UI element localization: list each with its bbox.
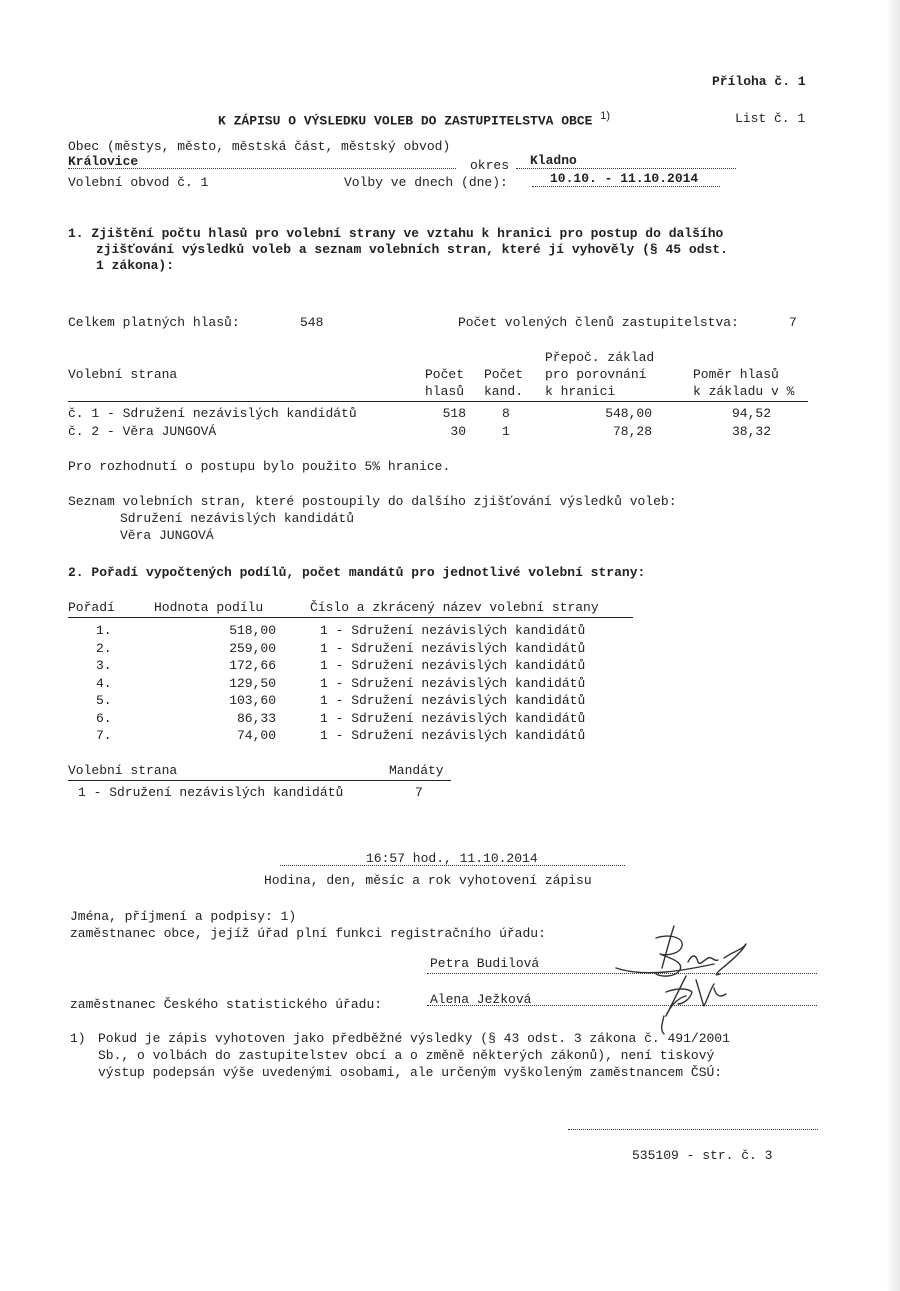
- col-votes-header-l1: Počet: [425, 367, 465, 382]
- footnote-ref: 1): [70, 1031, 86, 1046]
- row-order: 1.: [96, 623, 112, 638]
- title-footnote-ref: 1): [600, 110, 611, 122]
- row-value: 103,60: [229, 693, 276, 708]
- municipality-type-label: Obec (městys, město, městská část, městský obvod): [68, 139, 451, 154]
- col-base-header-l0: Přepoč. základ: [545, 350, 655, 365]
- signature-mark: [596, 918, 776, 1038]
- advanced-party-item: Věra JUNGOVÁ: [120, 528, 214, 543]
- footnote-line1: Pokud je zápis vyhotoven jako předběžné výsledky (§ 43 odst. 3 zákona č. 491/2001: [98, 1031, 730, 1046]
- signature-stroke: [688, 956, 718, 963]
- row-base: 548,00: [605, 406, 652, 421]
- table2-header-rule: [68, 617, 633, 618]
- row-value: 259,00: [229, 641, 276, 656]
- row-ratio: 94,52: [731, 406, 771, 421]
- row-party: 1 - Sdružení nezávislých kandidátů: [320, 676, 586, 691]
- signature-stroke: [616, 964, 714, 973]
- footnote-line2: Sb., o volbách do zastupitelstev obcí a o změně některých zákonů), není tiskový: [98, 1048, 715, 1063]
- row-votes: 518: [442, 406, 466, 421]
- row-value: 74,00: [236, 728, 276, 743]
- row-party: 1 - Sdružení nezávislých kandidátů: [320, 623, 586, 638]
- ward-label-text: Volební obvod č.: [68, 175, 193, 190]
- row-party: 1 - Sdružení nezávislých kandidátů: [320, 711, 586, 726]
- mandates-header-rule: [68, 780, 451, 781]
- section2-heading: 2. Pořadí vypočtených podílů, počet mandátů pro jednotlivé volební strany:: [68, 565, 646, 580]
- row-order: 3.: [96, 658, 112, 673]
- names-label: Jména, příjmení a podpisy: 1): [70, 909, 297, 924]
- col-cand-header-l1: Počet: [484, 367, 524, 382]
- signature-stroke: [662, 926, 674, 968]
- col-votes-header-l2: hlasů: [425, 384, 465, 399]
- municipal-employee-label: zaměstnanec obce, jejíž úřad plní funkci registračního úřadu:: [70, 926, 546, 941]
- ward-label: [68, 175, 208, 190]
- col-party-header: Volební strana: [68, 367, 178, 382]
- row-value: 518,00: [229, 623, 276, 638]
- valid-votes-label: Celkem platných hlasů:: [68, 315, 240, 330]
- ward-number: 1: [200, 175, 209, 190]
- title-text: K ZÁPISU O VÝSLEDKU VOLEB DO ZASTUPITELSTVA OBCE: [218, 113, 593, 129]
- row-value: 129,50: [229, 676, 276, 691]
- col-cand-header-l2: kand.: [484, 384, 524, 399]
- page-title: [218, 110, 610, 128]
- mandates-row-party: 1 - Sdružení nezávislých kandidátů: [78, 785, 344, 800]
- advanced-party-item: Sdružení nezávislých kandidátů: [120, 511, 355, 526]
- row-order: 7.: [96, 728, 112, 743]
- attachment-label: Příloha č. 1: [712, 74, 806, 89]
- valid-votes-value: 548: [300, 315, 324, 330]
- mandates-col-count-header: Mandáty: [389, 763, 444, 778]
- row-order: 4.: [96, 676, 112, 691]
- col-ratio-header-l1: Poměr hlasů: [693, 367, 779, 382]
- table1-header-rule: [68, 401, 808, 402]
- threshold-note: Pro rozhodnutí o postupu bylo použito 5% hranice.: [68, 459, 451, 474]
- row-order: 6.: [96, 711, 112, 726]
- section1-heading-line1: 1. Zjištění počtu hlasů pro volební strany ve vztahu k hranici pro postup do dalšího: [68, 226, 724, 241]
- timestamp-value: 16:57 hod., 11.10.2014: [366, 851, 538, 866]
- row-value: 172,66: [229, 658, 276, 673]
- timestamp-label: Hodina, den, měsíc a rok vyhotovení zápisu: [264, 873, 592, 888]
- row-party: 1 - Sdružení nezávislých kandidátů: [320, 693, 586, 708]
- advanced-parties-label: Seznam volebních stran, které postoupily do dalšího zjišťování výsledků voleb:: [68, 494, 677, 509]
- sheet-label: List č. 1: [735, 111, 806, 126]
- col-order-header: Pořadí: [68, 600, 115, 615]
- col-base-header-l2: k hranici: [545, 384, 616, 399]
- election-dates-label: Volby ve dnech (dne):: [344, 175, 508, 190]
- signature-stroke: [714, 988, 726, 996]
- footnote-line3: výstup podepsán výše uvedenými osobami, ale určeným vyškoleným zaměstnancem ČSÚ:: [98, 1065, 723, 1080]
- row-order: 5.: [96, 693, 112, 708]
- municipal-employee-name: Petra Budilová: [430, 956, 540, 971]
- signature-stroke: [696, 980, 714, 1006]
- row-ratio: 38,32: [731, 424, 771, 439]
- mandates-col-party-header: Volební strana: [68, 763, 178, 778]
- col-party-header: Číslo a zkrácený název volební strany: [310, 600, 599, 615]
- row-party: 1 - Sdružení nezávislých kandidátů: [320, 728, 586, 743]
- col-base-header-l1: pro porovnání: [545, 367, 647, 382]
- page-edge-shadow: [886, 0, 900, 1291]
- row-base: 78,28: [612, 424, 652, 439]
- row-party: 1 - Sdružení nezávislých kandidátů: [320, 641, 586, 656]
- members-value: 7: [789, 315, 797, 330]
- row-candidates: 1: [502, 424, 510, 439]
- district-name: Kladno: [530, 153, 577, 168]
- municipality-name: Královice: [68, 154, 139, 169]
- col-value-header: Hodnota podílu: [154, 600, 264, 615]
- row-party: č. 1 - Sdružení nezávislých kandidátů: [68, 406, 357, 421]
- row-party: 1 - Sdružení nezávislých kandidátů: [320, 658, 586, 673]
- row-votes: 30: [450, 424, 466, 439]
- row-order: 2.: [96, 641, 112, 656]
- signature-stroke: [716, 944, 746, 975]
- col-ratio-header-l2: k základu v %: [693, 384, 795, 399]
- row-value: 86,33: [236, 711, 276, 726]
- signature-stroke: [666, 976, 686, 1016]
- district-label: okres: [470, 158, 510, 173]
- section1-heading-line2: zjišťování výsledků voleb a seznam volebních stran, které jí vyhověly (§ 45 odst.: [96, 242, 728, 257]
- election-dates: 10.10. - 11.10.2014: [550, 171, 699, 186]
- members-label: Počet volených členů zastupitelstva:: [458, 315, 739, 330]
- section1-heading-line3: 1 zákona):: [96, 258, 175, 273]
- csu-dotted-line: [568, 1129, 818, 1137]
- page-number: 535109 - str. č. 3: [632, 1148, 773, 1163]
- csu-employee-name: Alena Ježková: [430, 992, 532, 1007]
- csu-employee-label: zaměstnanec Českého statistického úřadu:: [70, 997, 383, 1012]
- row-candidates: 8: [502, 406, 510, 421]
- mandates-row-count: 7: [415, 785, 423, 800]
- row-party: č. 2 - Věra JUNGOVÁ: [68, 424, 217, 439]
